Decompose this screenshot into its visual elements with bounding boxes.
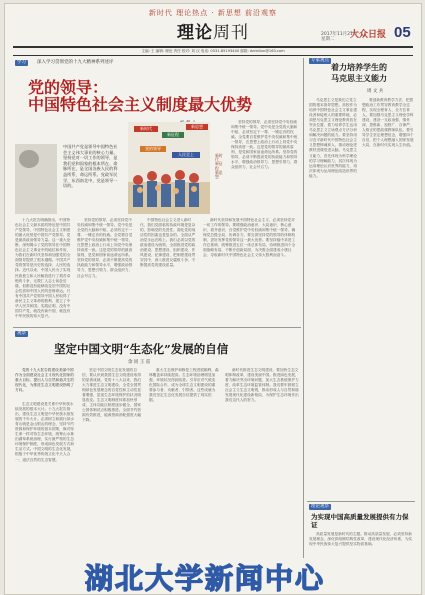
illustration-sign-1: 新时代 [134,126,158,132]
date-line-1: 2017年11月21日 [321,32,358,37]
header-slogan: 新时代 理论热点 · 新思想 前沿观察 [148,9,278,17]
second-story-title: 坚定中国文明“生态化”发展的自信 [54,342,229,356]
right-title-line1: 着力培养学生的 [331,62,387,72]
right-col-2: 要创新教育教学方法，把思想政治工作贯穿教育教学全过程，实现全程育人、全方位育人。要加强马克思主义理论学科建设，建设一支政治强、情怀深、思维新、视野广、自律严、人格正的思政课教师队伍。要引导学生坚定理想信念，增强四个自信，把个人理想融入国家发展大局，在新时代实现人生价值。 [362,98,414,148]
top-story-col-2: 坚持党的领导，必须坚持党中央权威和集中统一领导。党中央是全党的大脑和中枢，必须有定于一尊、一锤定音的权威。全党要自觉维护党中央权威和集中统一领导，在思想上政治上行动上同党中央保持高度一致。这是党的领导的最高原则，是党和国家前途命运所系。坚持党的领导，必须不断提高党的执政能力和领导水平，增强政治领导力、思想引领力、群众组织力、社会号召力。 [77,218,133,278]
header-rule-thin [13,55,413,56]
second-story-lead: 党的十九大报告将建设美丽中国作为全面建设社会主义现代化国家的重大目标，提出人与自然和谐共生的现代化，为推进生态文明建设指明了方向。 [15,368,74,393]
right-col-3: 高质量发展是新时代的主题。推动高质量发展，必须坚持新发展理念，深化供给侧结构性改革，建设现代化经济体系，为实现中华民族伟大复兴提供坚实物质基础。 [309,532,413,547]
masthead-sub: 周刊 [213,23,249,43]
top-story-title-line2: 中国特色社会主义制度最大优势 [28,95,253,114]
paper-logo: 大众日报 [350,30,387,40]
right-byline: 周 文 兵 [367,89,384,94]
top-story-title-line1: 党的领导： [28,78,109,97]
watermark: 湖北大学新闻中心 [85,562,326,595]
illustration-caption: 新时代 新征程 新思想 [215,153,223,180]
right-title-line2: 马克思主义能力 [331,73,387,83]
right-tag: 专家观点 [311,58,329,63]
illustration [128,122,210,214]
editors-line: 主编: 王 编辑: 理论 责任 校对: 刘 汉 电话: 0531-85193400 邮箱: dzrblilun@163.com [141,49,285,53]
right-col-1: 马克思主义是我们立党立国的根本指导思想。高校作为培养中国特色社会主义事业建设者和接班人的重要阵地，必须把马克思主义理论教育放在突出位置，着力培养学生运用马克思主义立场观点方法分析和解决问题的能力。要坚持用习近平新时代中国特色社会主义思想铸魂育人，推动理论进教材进课堂进头脑。马克思主义能力，首先体现为科学理论的学习理解能力，其次体现为运用理论认识世界的能力，再次体现为运用理论改造世界的能力。 [309,98,357,178]
second-story-tag: 观察 [17,331,26,336]
top-story-tag: 学习 [17,60,26,65]
newspaper-page [4,3,422,595]
column-divider [303,58,304,558]
illustration-sign-4: 党的领导 [140,146,166,152]
illustration-sign-5: 人民至上 [172,152,200,158]
top-story-col-5: 坚持党的领导，必须坚持党中央权威和集中统一领导。党中央是全党的大脑和中枢，必须有定于一尊、一锤定音的权威。全党要自觉维护党中央权威和集中统一领导，在思想上政治上行动上同党中央保持高度一致。这是党的领导的最高原则，是党和国家前途命运所系。坚持党的领导，必须不断提高党的执政能力和领导水平，增强政治领导力、思想引领力、群众组织力、社会号召力。 [231,120,298,170]
top-story-col-3: 中国特色社会主义进入新时代，我们党面临的执政环境是复杂的，影响党的先进性、弱化党的纯洁性的因素也是复杂的。全面从严治党永远在路上。我们必须以党的政治建设为统领，全面推进党的政治建设、思想建设、组织建设、作风建设、纪律建设，把制度建设贯穿其中，深入推进反腐败斗争，不断提高党的建设质量。 [140,218,196,268]
header-rule [13,46,413,48]
section-divider [13,327,301,328]
right-title [309,62,409,84]
second-story-col-2: 坚定中国文明生态化发展的自信，要认识到我国生态文明建设取得的显著成就。党的十八大以来，我们大力推进生态文明建设，全党全国贯彻绿色发展理念的自觉性和主动性显著增强，忽视生态环境保护的状况明显改变。生态文明制度体系加快形成，主体功能区制度逐步健全，国家公园体制试点积极推进。全面节约资源有效推进，能源资源消耗强度大幅下降。 [82,368,141,423]
author-photo [15,144,57,214]
illustration-sign-3: 新思想 [186,124,208,130]
top-story-title [28,79,252,113]
top-story-lead: 中国共产党是领导中国特色社会主义伟大事业的核心力量。坚持党对一切工作的领导，是我们党和国家的根本所在、命脉所在，是全国各族人民的利益所系、命运所系。党政军民学，东西南北中，党是领导一切的。 [63,144,118,189]
illustration-sign-2: 新征程 [162,132,184,138]
second-story-col-1: 生态文明建设是关系中华民族永续发展的根本大计。十九大报告指出，建设生态文明是中华民族永续发展的千年大计。必须树立和践行绿水青山就是金山银山的理念，坚持节约资源和保护环境的基本国策，像对待生命一样对待生态环境，统筹山水林田湖草系统治理，实行最严格的生态环境保护制度，形成绿色发展方式和生活方式。中国文明的生态化发展，根植于中华优秀传统文化中天人合一、道法自然的生态智慧。 [15,402,74,462]
date-line-2: 星期二 [321,37,335,42]
right-tag-2: 理论观察 [311,504,329,509]
page-number: 05 [394,24,411,41]
top-story-col-4: 新时代坚持和发展中国特色社会主义，必须坚持党对一切工作的领导。要增强政治意识、大局意识、核心意识、看齐意识，自觉维护党中央权威和集中统一领导，确保党总揽全局、协调各方。要完善坚持党的领导的体制机制，更好发挥党的领导这一最大优势。要坚持稳中求进工作总基调，统筹推进五位一体总体布局，协调推进四个全面战略布局，不断开创新局面，为决胜全面建成小康社会、夺取新时代中国特色社会主义伟大胜利而奋斗。 [203,218,296,258]
second-story-col-3: 重大生态保护和修复工程进展顺利，森林覆盖率持续提高。生态环境治理明显加强，环境状况得到改善。引导应对气候变化国际合作，成为全球生态文明建设的重要参与者、贡献者、引领者。这些成就为我们坚定生态化发展自信提供了现实依据。 [149,368,219,403]
masthead-main: 理论 [177,23,213,43]
top-story-col-1: 十九大报告明确指出，中国特色社会主义最本质的特征是中国共产党领导，中国特色社会主义制度的最大优势是中国共产党领导。党是最高政治领导力量。这一重大论断，深刻揭示了党的领导在中国特色社会主义事业中的地位和作用，为我们在新时代坚持和加强党的全面领导提供了根本遵循。中国共产党的领导是历史的选择、人民的选择。近代以来，中国人民为了实现民族独立和人民解放进行了艰苦卓绝的斗争，无数仁人志士前赴后继，但都没有能够改变旧中国的社会性质和中国人民的悲惨命运。只有中国共产党领导中国人民取得了新民主主义革命的胜利，建立了中华人民共和国。实践证明，没有中国共产党，就没有新中国，就没有中华民族的伟大复兴。 [15,218,71,318]
second-story-byline: 余 同 王 雷 [128,360,151,365]
top-story-tag-text: 深入学习贯彻党的十九大精神系列述评 [37,60,114,65]
right-title-3: 为实现中国高质量发展提供有力保证 [311,513,409,529]
right-divider [307,501,415,502]
second-story-col-4: 新时代推进生态文明建设，要加快生态文明体制改革，建设美丽中国。推进绿色发展，着力解决突出环境问题，加大生态系统保护力度，改革生态环境监管体制。我们要牢固树立社会主义生态文明观，推动形成人与自然和谐发展现代化建设新格局，为保护生态环境作出我们这代人的努力。 [225,368,299,403]
